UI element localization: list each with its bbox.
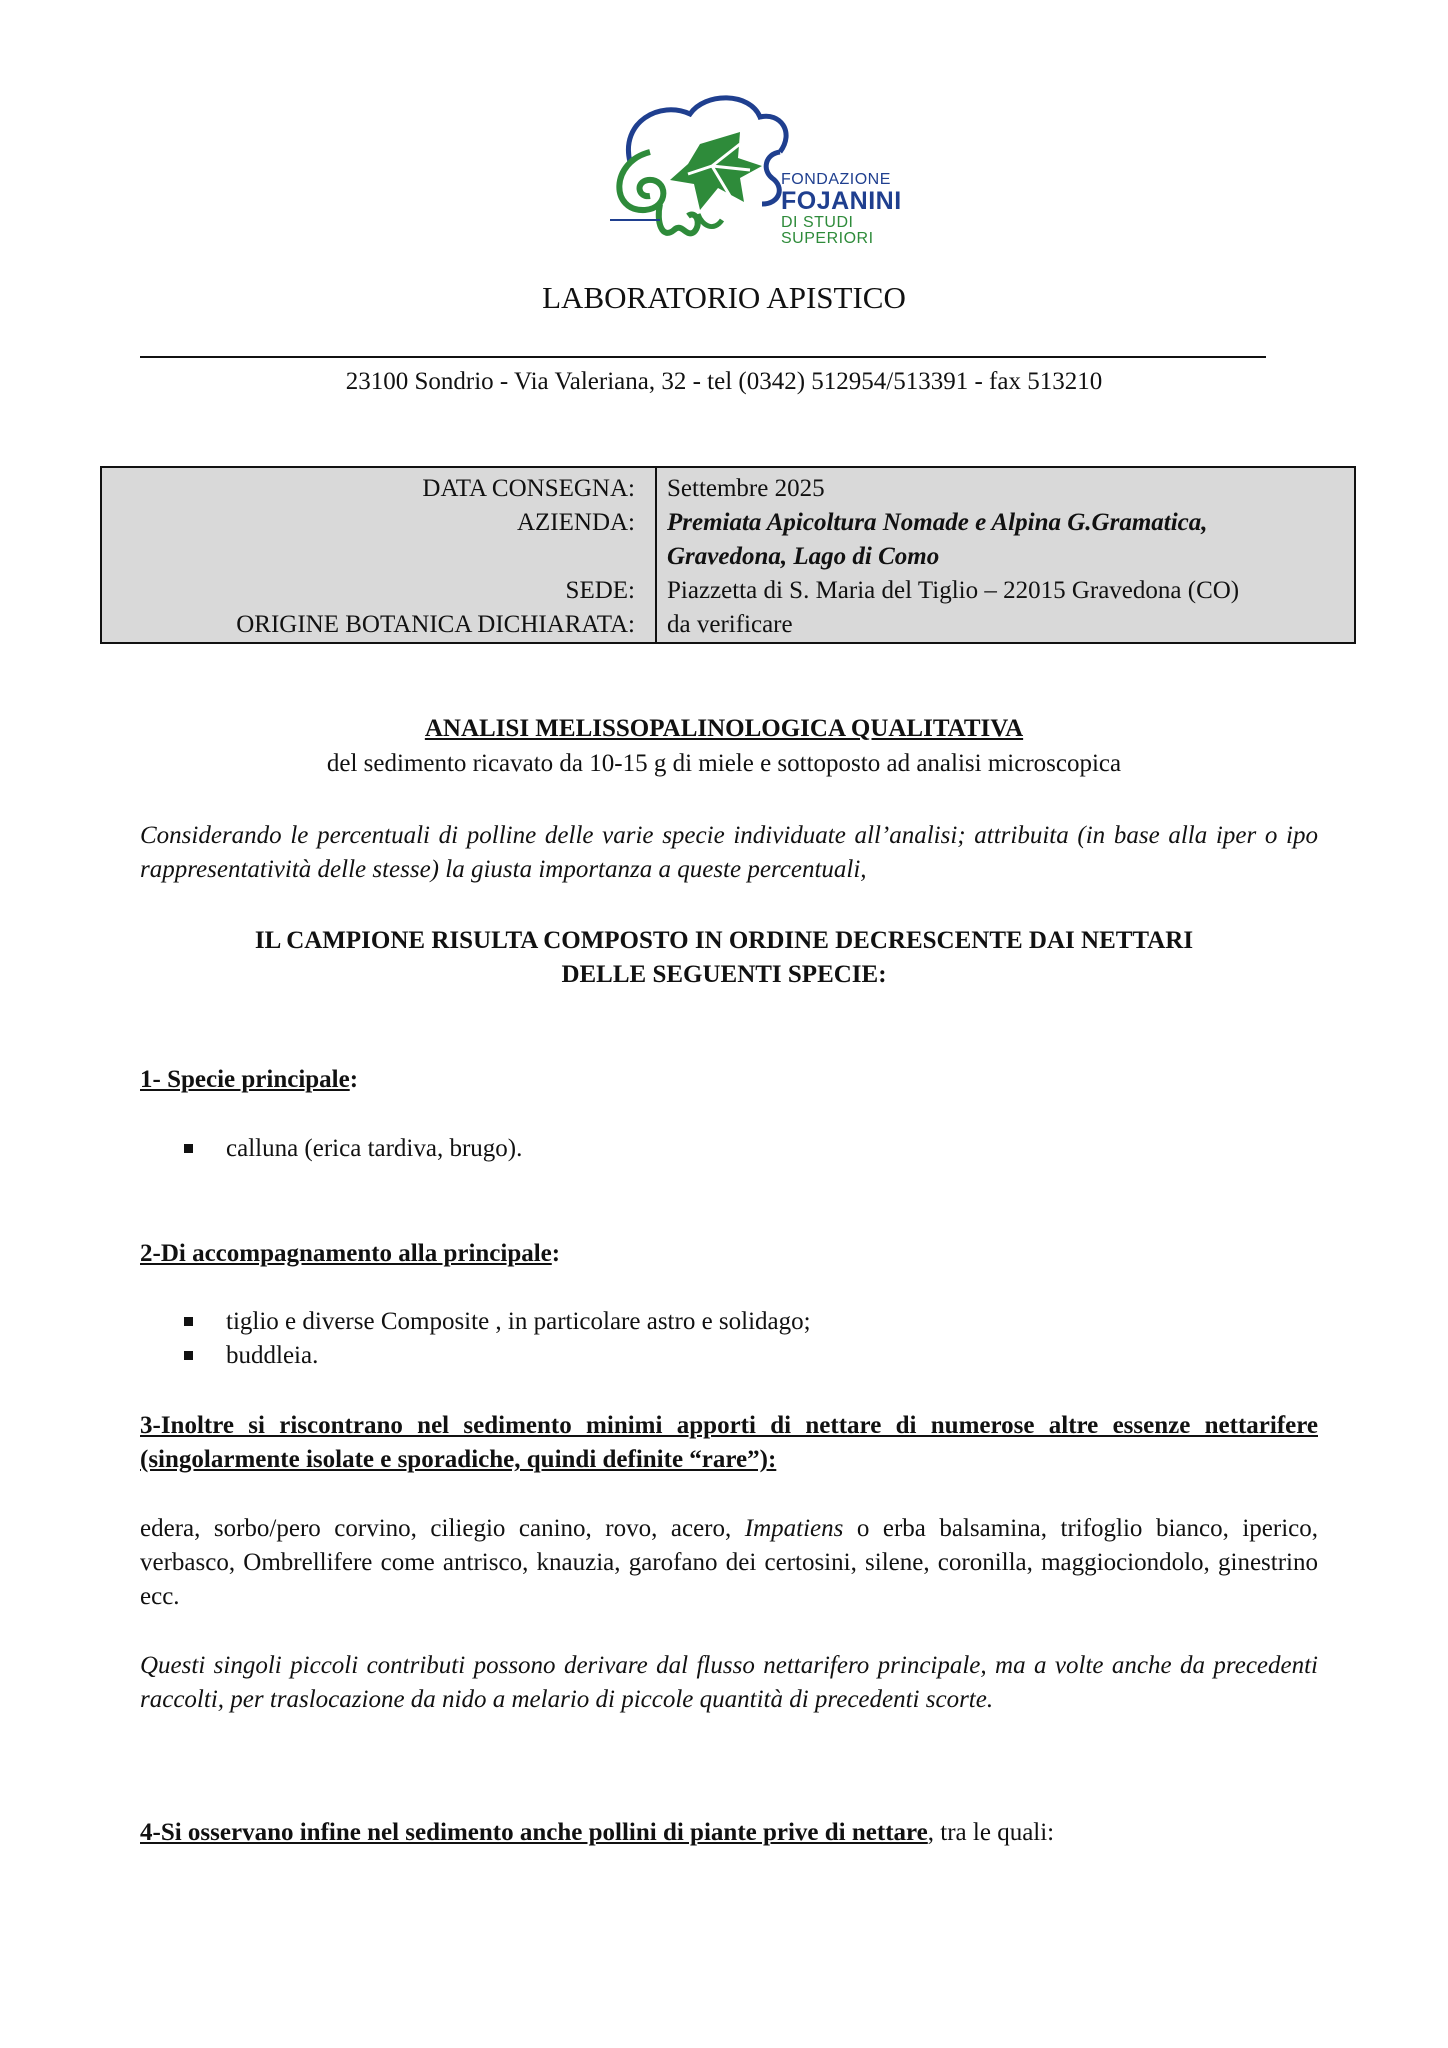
logo-line-superiori: SUPERIORI: [781, 230, 874, 247]
green-curl-shape: [659, 204, 698, 233]
label-sede: SEDE:: [565, 577, 635, 604]
label-data-consegna: DATA CONSEGNA:: [422, 475, 635, 502]
value-origine: da verificare: [667, 611, 793, 638]
species-text-italic: Impatiens: [744, 1515, 844, 1542]
logo-line-fondazione: FONDAZIONE: [781, 171, 891, 188]
campione-heading: [0, 924, 1448, 992]
value-data-consegna: Settembre 2025: [667, 475, 825, 502]
section-3-note: Questi singoli piccoli contributi possono derivare dal flusso nettarifero principale, ma a volte anche da precedenti raccolti, per traslocazione da nido a melario di piccole quantità di precedenti scorte.: [140, 1652, 1318, 1713]
value-azienda-line2: Gravedona, Lago di Como: [667, 543, 940, 570]
section-2-list: [184, 1305, 811, 1373]
campione-line2: DELLE SEGUENTI SPECIE:: [561, 961, 887, 988]
logo-line-di-studi: DI STUDI: [781, 214, 854, 231]
section-4-title: 4-Si osservano infine nel sedimento anche pollini di piante prive di nettare: [140, 1819, 928, 1846]
lab-address: 23100 Sondrio - Via Valeriana, 32 - tel (0342) 512954/513391 - fax 513210: [345, 368, 1103, 395]
section-3-species-paragraph: [140, 1512, 1318, 1614]
value-azienda-line1: Premiata Apicoltura Nomade e Alpina G.Gramatica,: [667, 509, 1208, 536]
section-1-colon: :: [349, 1066, 359, 1093]
info-labels: [102, 472, 635, 642]
lab-title: LABORATORIO APISTICO: [542, 280, 906, 315]
label-origine: ORIGINE BOTANICA DICHIARATA:: [236, 611, 635, 638]
analisi-subtitle: del sedimento ricavato da 10-15 g di miele e sottoposto ad analisi microscopica: [326, 750, 1122, 777]
species-text-before: edera, sorbo/pero corvino, ciliegio canino, rovo, acero,: [140, 1515, 745, 1542]
section-4-heading: [140, 1819, 1054, 1847]
section-2-heading: [140, 1240, 560, 1268]
logo-line-fojanini: FOJANINI: [781, 187, 902, 215]
section-2-title: 2-Di accompagnamento alla principale: [140, 1240, 552, 1267]
blue-s-shape: [762, 152, 780, 204]
section-3-heading: 3-Inoltre si riscontrano nel sedimento minimi apporti di nettare di numerose altre essenze nettarifere (singolarmente isolate e sporadiche, quindi definite “rare”):: [140, 1412, 1318, 1473]
list-item: calluna (erica tardiva, brugo).: [184, 1132, 522, 1166]
section-1-heading: [140, 1066, 358, 1094]
value-sede: Piazzetta di S. Maria del Tiglio – 22015 Gravedona (CO): [667, 577, 1240, 604]
info-values: [667, 472, 1346, 642]
list-item: buddleia.: [184, 1339, 811, 1373]
info-table-divider: [655, 468, 657, 642]
info-table: [100, 466, 1356, 644]
logo-wordmark: [781, 172, 902, 247]
section-2-colon: :: [551, 1240, 561, 1267]
label-azienda: AZIENDA:: [516, 509, 635, 536]
campione-line1: IL CAMPIONE RISULTA COMPOSTO IN ORDINE DECRESCENTE DAI NETTARI: [254, 927, 1194, 954]
list-item: tiglio e diverse Composite , in particolare astro e solidago;: [184, 1305, 811, 1339]
section-1-title: 1- Specie principale: [140, 1066, 350, 1093]
considerando-paragraph: Considerando le percentuali di polline delle varie specie individuate all’analisi; attribuita (in base alla iper o ipo rappresentatività delle stesse) la giusta importanza a queste percentuali,: [140, 822, 1318, 883]
species-text-after: o erba balsamina, trifoglio bianco, iperico, verbasco, Ombrellifere come antrisco, knauzia, garofano dei certosini, silene, coronilla, maggiociondolo, ginestrino ecc.: [140, 1515, 1318, 1610]
section-4-tail: , tra le quali:: [927, 1819, 1055, 1846]
green-swirl-shape: [619, 152, 663, 210]
header-rule: [140, 356, 1266, 358]
section-1-list: [184, 1132, 522, 1166]
analisi-title: ANALISI MELISSOPALINOLOGICA QUALITATIVA: [424, 715, 1024, 742]
